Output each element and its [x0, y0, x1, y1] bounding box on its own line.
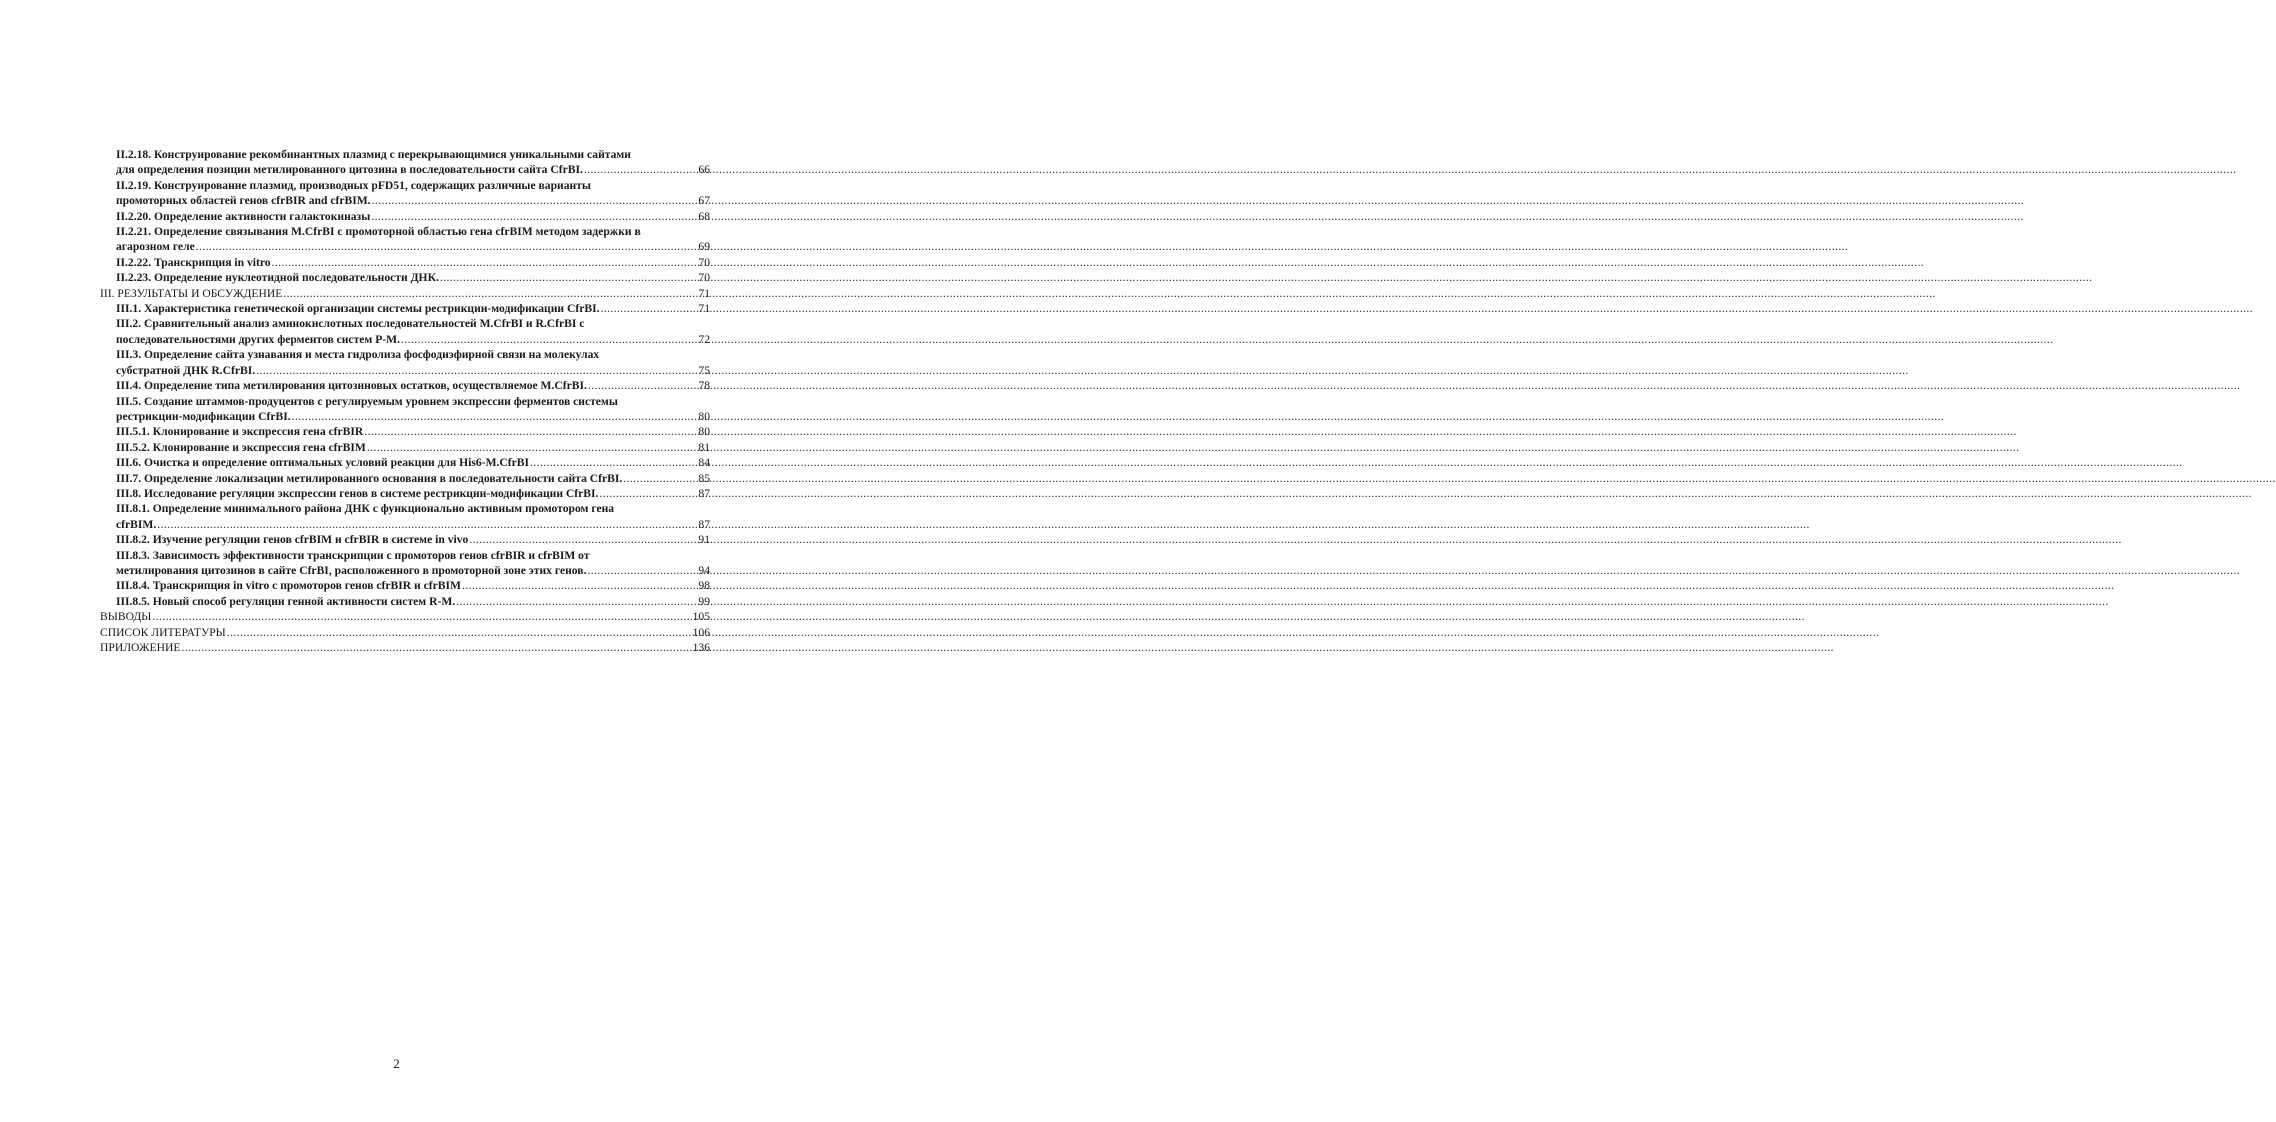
leader-dots	[152, 609, 691, 624]
toc-entry-references	[100, 625, 710, 640]
toc-entry-iii-5	[100, 394, 710, 425]
leader-dots	[196, 239, 698, 254]
toc-page-number: 71	[698, 286, 710, 300]
toc-entry-iii-6	[100, 455, 710, 470]
toc-entry-text: III.8.3. Зависимость эффективности транскрипции с промоторов генов cfrBIR и cfrBIM от	[116, 548, 590, 562]
leader-dots	[367, 440, 698, 455]
toc-page-number: 105	[692, 610, 710, 624]
toc-entry-iii-5-1	[100, 424, 710, 439]
toc-entry-text: III.8.1. Определение минимального района ДНК с функционально активным промотором гена	[116, 502, 615, 516]
toc-entry-ii-2-23	[100, 270, 710, 285]
toc-entry-text: III.5. Создание штаммов-продуцентов с регулируемым уровнем экспрессии ферментов системы	[116, 394, 618, 408]
toc-entry-text: III. РЕЗУЛЬТАТЫ И ОБСУЖДЕНИЕ	[100, 286, 283, 300]
toc-entry-text: II.2.18. Конструирование рекомбинантных плазмид с перекрывающимися уникальными сайтами	[116, 148, 631, 161]
toc-entry-text: для определения позиции метилированного цитозина в последовательности сайта CfrBI.	[116, 163, 583, 177]
toc-page-number: 85	[698, 471, 710, 485]
toc-page-number: 66	[698, 163, 710, 177]
leader-dots	[440, 270, 698, 285]
table-of-contents	[100, 147, 710, 655]
toc-entry-text: агарозном геле	[116, 240, 195, 254]
leader-dots	[599, 486, 697, 501]
toc-entry-text: III.5.2. Клонирование и экспрессия гена cfrBIM	[116, 440, 366, 454]
toc-page-number: 68	[698, 209, 710, 223]
leader-dots	[456, 594, 697, 609]
page-number: 2	[393, 1056, 400, 1071]
toc-entry-text: ВЫВОДЫ	[100, 610, 152, 624]
leader-dots	[157, 517, 697, 532]
document-page	[0, 0, 793, 1122]
leader-dots	[371, 209, 697, 224]
toc-entry-conclusions	[100, 609, 710, 624]
toc-page-number: 80	[698, 409, 710, 423]
leader-dots	[469, 532, 697, 547]
toc-entry-chapter-iii	[100, 286, 710, 301]
toc-entry-text: III.4. Определение типа метилирования цитозиновых остатков, осуществляемое M.CfrBI.	[116, 379, 587, 393]
toc-entry-text: последовательностями других ферментов систем Р-М.	[116, 332, 401, 346]
leader-dots	[587, 563, 697, 578]
toc-entry-iii-8-5	[100, 594, 710, 609]
toc-entry-text: субстратной ДНК R.CfrBI.	[116, 363, 256, 377]
toc-entry-text: cfrBIM.	[116, 517, 157, 531]
leader-dots	[401, 332, 697, 347]
toc-page-number: 87	[698, 486, 710, 500]
toc-page-number: 94	[698, 563, 710, 577]
toc-entry-text: III.1. Характеристика генетической организации системы рестрикции-модификации CfrBI.	[116, 302, 600, 316]
toc-entry-iii-8-2	[100, 532, 710, 547]
leader-dots	[601, 301, 698, 316]
leader-dots	[181, 640, 691, 655]
leader-dots	[588, 378, 697, 393]
toc-entry-text: рестрикции-модификации CfrBI.	[116, 409, 291, 423]
leader-dots	[462, 578, 697, 593]
toc-entry-iii-1	[100, 301, 710, 316]
toc-entry-text: II.2.21. Определение связывания M.CfrBI с промоторной областью гена cfrBIM методом задержки в	[116, 225, 641, 239]
leader-dots	[364, 424, 697, 439]
leader-dots	[272, 255, 698, 270]
toc-page-number: 69	[698, 240, 710, 254]
toc-entry-text: III.5.1. Клонирование и экспрессия гена cfrBIR	[116, 425, 364, 439]
toc-entry-ii-2-22	[100, 255, 710, 270]
toc-entry-text: III.8.4. Транскрипция in vitro с промоторов генов cfrBIR и cfrBIM	[116, 579, 461, 593]
toc-entry-iii-7	[100, 471, 710, 486]
toc-entry-text: III.2. Сравнительный анализ аминокислотных последовательностей M.CfrBI и R.CfrBI с	[116, 317, 585, 331]
toc-entry-text: II.2.19. Конструирование плазмид, производных pFD51, содержащих различные варианты	[116, 178, 591, 192]
toc-entry-text: III.8.5. Новый способ регуляции генной активности систем R-M.	[116, 594, 456, 608]
toc-entry-iii-2	[100, 316, 710, 347]
toc-page-number: 81	[698, 440, 710, 454]
toc-page-number: 91	[698, 533, 710, 547]
toc-entry-text: ПРИЛОЖЕНИЕ	[100, 641, 181, 654]
toc-entry-appendix	[100, 640, 710, 655]
toc-page-number: 99	[698, 594, 710, 608]
leader-dots	[256, 363, 697, 378]
toc-entry-iii-8-4	[100, 578, 710, 593]
leader-dots	[372, 193, 698, 208]
toc-page-number: 72	[698, 332, 710, 346]
leader-dots	[623, 471, 697, 486]
toc-entry-ii-2-18	[100, 147, 710, 178]
toc-entry-text: III.6. Очистка и определение оптимальных условий реакции для His6-M.CfrBI	[116, 456, 530, 470]
leader-dots	[530, 455, 697, 470]
leader-dots	[283, 286, 697, 301]
toc-entry-text: СПИСОК ЛИТЕРАТУРЫ	[100, 625, 226, 639]
leader-dots	[584, 162, 698, 177]
toc-entry-iii-8-3	[100, 548, 710, 579]
toc-page-number: 70	[698, 255, 710, 269]
toc-page-number: 78	[698, 379, 710, 393]
toc-page-number: 80	[698, 425, 710, 439]
toc-page-number: 75	[698, 363, 710, 377]
toc-entry-text: III.8. Исследование регуляции экспрессии генов в системе рестрикции-модификации CfrBI.	[116, 486, 599, 500]
toc-entry-text: III.7. Определение локализации метилированного основания в последовательности сайта CfrBI.	[116, 471, 623, 485]
toc-entry-ii-2-19	[100, 178, 710, 209]
toc-entry-iii-4	[100, 378, 710, 393]
toc-entry-text: II.2.23. Определение нуклеотидной последовательности ДНК.	[116, 271, 439, 285]
leader-dots	[292, 409, 698, 424]
toc-page-number: 70	[698, 271, 710, 285]
leader-dots	[227, 625, 692, 640]
toc-entry-iii-8	[100, 486, 710, 501]
toc-entry-iii-3	[100, 347, 710, 378]
toc-entry-text: II.2.22. Транскрипция in vitro	[116, 255, 271, 269]
toc-entry-ii-2-20	[100, 209, 710, 224]
toc-page-number: 71	[698, 302, 710, 316]
toc-page-number: 87	[698, 517, 710, 531]
toc-entry-text: II.2.20. Определение активности галактокиназы	[116, 209, 371, 223]
toc-page-number: 136	[692, 641, 710, 654]
toc-page-number: 98	[698, 579, 710, 593]
toc-page-number: 106	[692, 625, 710, 639]
toc-entry-ii-2-21	[100, 224, 710, 255]
toc-entry-text: III.8.2. Изучение регуляции генов cfrBIM и cfrBIR в системе in vivo	[116, 533, 469, 547]
toc-page-number: 67	[698, 194, 710, 208]
toc-page-number: 84	[698, 456, 710, 470]
toc-entry-iii-5-2	[100, 440, 710, 455]
toc-entry-text: метилирования цитозинов в сайте CfrBI, расположенного в промоторной зоне этих генов.	[116, 563, 587, 577]
toc-entry-text: III.3. Определение сайта узнавания и места гидролиза фосфодиэфирной связи на молекулах	[116, 348, 600, 362]
toc-entry-iii-8-1	[100, 501, 710, 532]
toc-entry-text: промоторных областей генов cfrBIR and cfrBIM.	[116, 194, 371, 208]
